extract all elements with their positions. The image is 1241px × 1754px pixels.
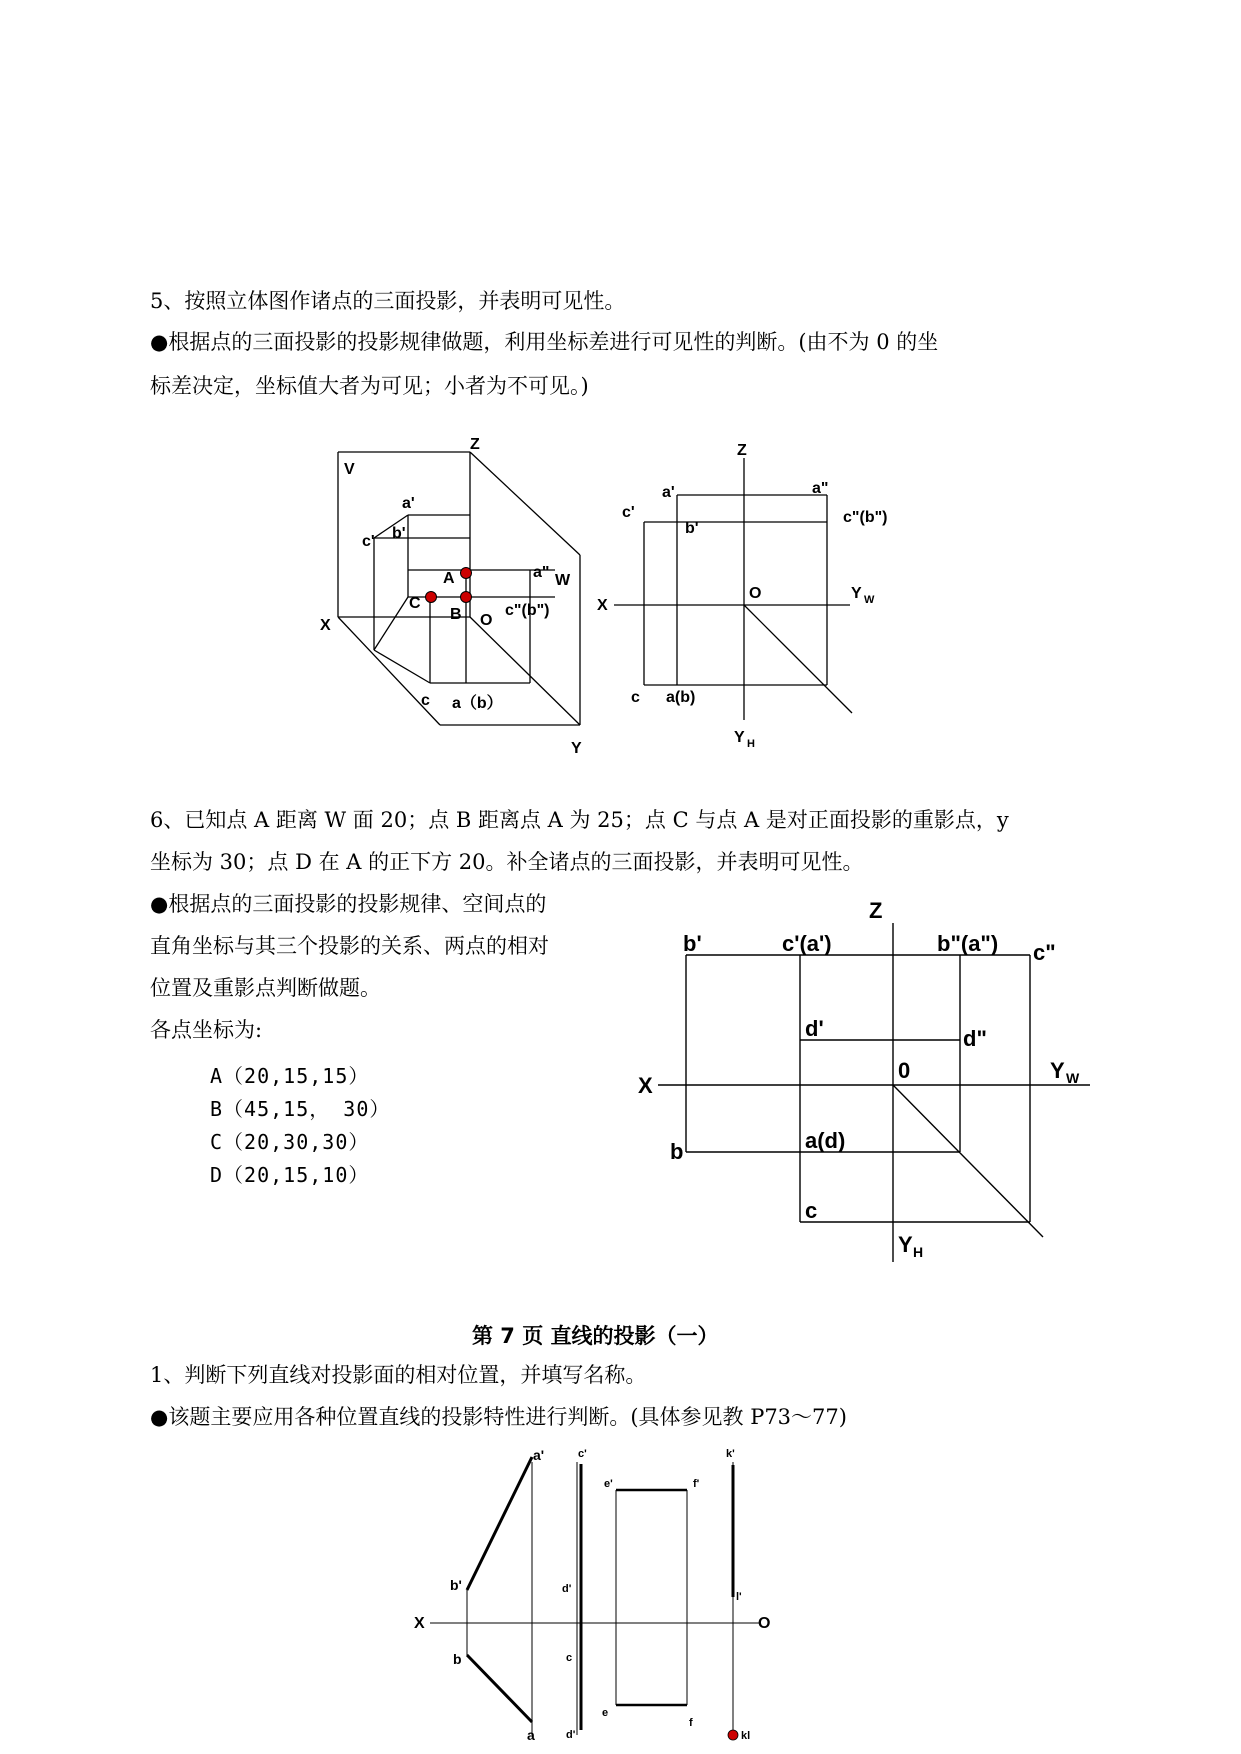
label-X: X — [320, 617, 331, 634]
label-b-prime: b' — [392, 525, 406, 542]
label-c-dbl-b-dbl: c"(b") — [505, 602, 550, 619]
label2d-b-prime: b' — [685, 520, 699, 537]
q6-label-X: X — [638, 1073, 653, 1098]
label-Z: Z — [470, 436, 480, 453]
q6-label-b: b — [670, 1139, 684, 1164]
p7-label-a: a — [527, 1727, 535, 1743]
p7-label-c: c — [566, 1652, 573, 1664]
label-a-b: a（b） — [452, 695, 503, 712]
q5-3d-figure — [338, 452, 580, 725]
label-W: W — [555, 572, 571, 589]
p7-label-d-prime: d' — [562, 1583, 572, 1595]
q6-label-a-d: a(d) — [805, 1128, 846, 1153]
page7-q1-title: 1、判断下列直线对投影面的相对位置，并填写名称。 — [150, 1363, 647, 1387]
label-A: A — [443, 570, 455, 587]
p7-label-k-prime: k' — [726, 1448, 735, 1460]
label2d-c: c — [631, 689, 640, 706]
label-O: O — [480, 612, 493, 629]
q6-title-line1: 6、已知点 A 距离 W 面 20；点 B 距离点 A 为 25；点 C 与点 A 是对正面投影的重影点，y — [150, 808, 1009, 832]
page7-q1-note: ●该题主要应用各种位置直线的投影特性进行判断。(具体参见教 P73～77) — [150, 1405, 847, 1429]
point-C — [426, 592, 437, 603]
p7-label-e-prime: e' — [604, 1478, 613, 1490]
p7-label-c-prime: c' — [578, 1448, 587, 1460]
q5-note-line2: 标差决定，坐标值大者为可见；小者为不可见。) — [150, 374, 589, 398]
label-Y: Y — [571, 740, 582, 757]
p7-label-f-prime: f' — [693, 1478, 700, 1490]
q6-note-line2: 直角坐标与其三个投影的关系、两点的相对 — [150, 934, 549, 958]
label2d-Yh-sub: H — [747, 738, 755, 750]
q6-figure — [658, 923, 1090, 1262]
q6-label-c-prime-a-prime: c'(a') — [782, 931, 832, 956]
q6-label-b-prime: b' — [683, 931, 702, 956]
q5-title: 5、按照立体图作诸点的三面投影，并表明可见性。 — [150, 289, 626, 313]
page7-line-figure — [430, 1457, 760, 1735]
label2d-c-dbl-b-dbl: c"(b") — [843, 509, 888, 526]
label2d-O: O — [749, 585, 762, 602]
label2d-a-prime: a' — [662, 484, 675, 501]
q6-label-b-dbl-a-dbl: b"(a") — [937, 931, 999, 956]
q6-label-O: 0 — [898, 1058, 911, 1083]
q6-label-Z: Z — [869, 898, 883, 923]
coord-b: B（45,15， 30） — [210, 1097, 391, 1121]
q6-label-c-dbl: c" — [1033, 940, 1056, 965]
q5-2d-figure — [614, 458, 852, 720]
label-V: V — [344, 461, 355, 478]
label-a-prime: a' — [402, 495, 415, 512]
q6-note-line1: ●根据点的三面投影的投影规律、空间点的 — [150, 892, 547, 916]
label2d-a-dbl: a" — [812, 480, 829, 497]
label-C: C — [409, 595, 421, 612]
q6-label-d-dbl: d" — [963, 1026, 987, 1051]
point-B — [461, 592, 472, 603]
p7-label-X: X — [414, 1615, 425, 1632]
page7-heading: 第 7 页 直线的投影（一） — [472, 1324, 719, 1348]
label2d-Yw-sub: W — [864, 594, 875, 606]
q6-label-d-prime: d' — [805, 1016, 824, 1041]
q6-label-Yw-sub: W — [1066, 1070, 1080, 1086]
q6-coords-label: 各点坐标为: — [150, 1018, 263, 1042]
coord-d: D（20,15,10） — [210, 1163, 370, 1187]
q6-note-line3: 位置及重影点判断做题。 — [150, 976, 381, 1000]
label2d-Z: Z — [737, 442, 747, 459]
p7-label-O: O — [758, 1615, 771, 1632]
q6-label-c: c — [805, 1198, 818, 1223]
p7-label-l-prime: l' — [736, 1591, 742, 1603]
label-c: c — [421, 692, 430, 709]
coord-a: A（20,15,15） — [210, 1064, 370, 1088]
point-kl — [728, 1730, 738, 1740]
p7-label-f: f — [689, 1717, 693, 1729]
p7-label-e: e — [602, 1707, 609, 1719]
label-c-prime: c' — [362, 533, 375, 550]
label2d-Yw: Y — [851, 585, 862, 602]
label-B: B — [450, 606, 462, 623]
q6-label-Yh: Y — [898, 1232, 913, 1257]
point-A — [461, 568, 472, 579]
p7-label-kl: kl — [741, 1730, 751, 1742]
label2d-a-b: a(b) — [666, 689, 696, 706]
p7-label-b: b — [453, 1651, 462, 1667]
label2d-X: X — [597, 597, 608, 614]
p7-label-b-prime: b' — [450, 1577, 462, 1593]
q5-note-line1: ●根据点的三面投影的投影规律做题，利用坐标差进行可见性的判断。(由不为 0 的坐 — [150, 330, 939, 354]
label2d-c-prime: c' — [622, 504, 635, 521]
p7-label-a-prime: a' — [533, 1447, 545, 1463]
label-a-dbl: a" — [533, 564, 550, 581]
q6-title-line2: 坐标为 30；点 D 在 A 的正下方 20。补全诸点的三面投影，并表明可见性。 — [150, 850, 864, 874]
p7-label-d: d' — [566, 1729, 576, 1741]
label2d-Yh: Y — [734, 729, 745, 746]
q6-label-Yw: Y — [1050, 1058, 1065, 1083]
coord-c: C（20,30,30） — [210, 1130, 370, 1154]
q6-label-Yh-sub: H — [913, 1244, 924, 1260]
